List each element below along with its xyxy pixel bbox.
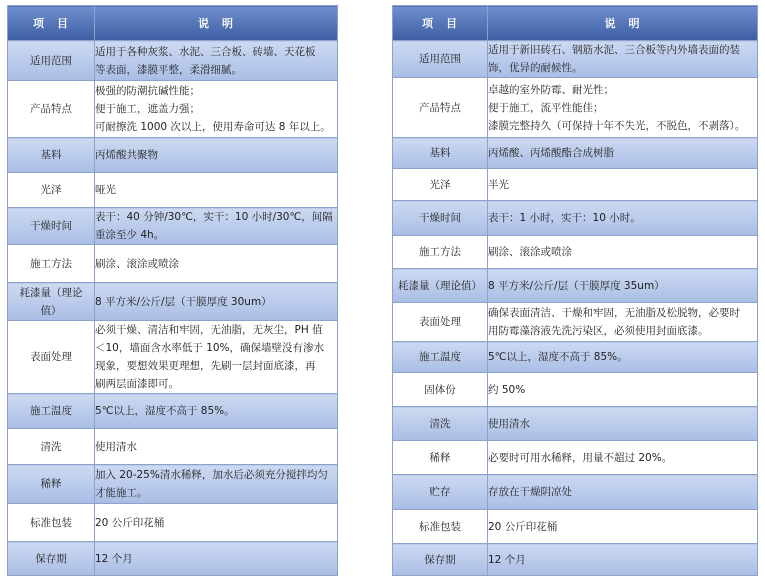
item-value-text: 便于施工，遮盖力强； xyxy=(95,103,200,115)
item-value-text: 漆膜完整持久（可保持十年不失光，不脱色，不剥落）。 xyxy=(488,119,746,132)
spec-row xyxy=(393,169,758,201)
item-label xyxy=(393,510,488,544)
spec-row xyxy=(393,407,758,441)
item-value-text: 丙烯酸共聚物 xyxy=(95,149,158,161)
item-value-text: 可耐擦洗 1000 次以上，使用寿命可达 8 年以上。 xyxy=(95,121,331,133)
item-label-text: 表面处理 xyxy=(419,316,461,328)
item-label-text: 施工温度 xyxy=(419,351,461,363)
item-label xyxy=(393,41,488,78)
item-label-text: 施工方法 xyxy=(419,246,461,258)
item-label xyxy=(8,173,95,208)
spec-row xyxy=(8,41,338,81)
item-value-text: 使用清水 xyxy=(95,440,137,453)
item-value xyxy=(488,269,758,303)
item-value-text: 表干：1 小时，实干：10 小时。 xyxy=(488,212,641,224)
spec-row xyxy=(393,544,758,576)
item-value xyxy=(488,544,758,576)
item-value xyxy=(95,394,338,429)
item-value xyxy=(488,407,758,441)
item-label-text: 保存期 xyxy=(35,552,67,565)
item-label-text: 值） xyxy=(40,304,62,317)
item-value-text: ＜10，墙面含水率低于 10%，确保墙壁没有渗水 xyxy=(95,342,325,354)
spec-row xyxy=(8,283,338,321)
item-value-text: 适用于新旧砖石、钢筋水泥、三合板等内外墙表面的装 xyxy=(488,44,740,56)
item-label-text: 固体份 xyxy=(424,383,456,396)
item-value-text: 才能施工。 xyxy=(95,487,148,499)
item-label-text: 产品特点 xyxy=(419,101,461,114)
item-label-text: 产品特点 xyxy=(30,103,72,115)
item-value-text: 加入 20-25%清水稀释，加水后必须充分搅拌均匀 xyxy=(95,469,328,481)
item-value-text: 刷两层面漆即可。 xyxy=(95,378,179,390)
item-label xyxy=(393,342,488,373)
item-label xyxy=(393,138,488,169)
item-label xyxy=(8,283,95,321)
item-value-text: 8 平方米/公斤/层（干膜厚度 30um） xyxy=(95,295,272,308)
item-value-text: 哑光 xyxy=(95,184,116,196)
spec-row xyxy=(393,236,758,269)
spec-row xyxy=(8,394,338,429)
item-label-text: 耗漆量（理论 xyxy=(19,286,83,299)
item-label-text: 施工方法 xyxy=(30,257,72,270)
item-value xyxy=(95,138,338,173)
item-label xyxy=(393,407,488,441)
item-label xyxy=(8,429,95,465)
item-value-text: 12 个月 xyxy=(95,552,133,565)
item-label-text: 干燥时间 xyxy=(419,212,461,224)
item-label-text: 清洗 xyxy=(40,440,62,453)
item-value-text: 卓越的室外防霉、耐光性； xyxy=(488,83,614,96)
spec-row xyxy=(8,245,338,283)
item-value-text: 刷涂、滚涂或喷涂 xyxy=(488,246,572,258)
spec-row xyxy=(8,542,338,576)
item-label-text: 干燥时间 xyxy=(30,220,72,232)
item-label-text: 光泽 xyxy=(40,184,62,196)
item-label-text: 表面处理 xyxy=(30,351,72,363)
item-label-text: 清洗 xyxy=(429,417,451,430)
item-label xyxy=(8,138,95,173)
item-value-text: 丙烯酸、丙烯酸酯合成树脂 xyxy=(488,147,614,159)
item-value xyxy=(95,81,338,138)
item-label xyxy=(393,78,488,138)
item-value xyxy=(488,441,758,475)
item-value-text: 表干：40 分钟/30℃，实干：10 小时/30℃，间隔 xyxy=(95,211,333,223)
item-value xyxy=(95,245,338,283)
item-label-text: 光泽 xyxy=(429,178,451,191)
item-label xyxy=(393,269,488,303)
item-label-text: 标准包装 xyxy=(30,516,72,529)
spec-row xyxy=(393,201,758,236)
spec-row xyxy=(8,465,338,504)
item-label xyxy=(8,41,95,81)
item-value-text: 约 50% xyxy=(488,383,526,396)
item-label xyxy=(393,475,488,510)
item-value-text: 等表面，漆膜平整，柔滑细腻。 xyxy=(95,63,242,76)
header-description: 说 明 xyxy=(95,6,338,41)
item-value xyxy=(488,475,758,510)
item-label xyxy=(393,544,488,576)
item-label-text: 保存期 xyxy=(424,553,456,566)
item-value-text: 存放在干燥阴凉处 xyxy=(488,486,572,498)
item-value xyxy=(95,504,338,542)
item-value-text: 刷涂、滚涂或喷涂 xyxy=(95,257,179,270)
spec-row xyxy=(8,321,338,394)
item-value-text: 饰，优异的耐候性。 xyxy=(488,62,583,74)
item-label xyxy=(8,81,95,138)
item-value-text: 用防霉藻溶液先洗污染区，必须使用封面底漆。 xyxy=(488,325,709,337)
item-label-text: 耗漆量（理论值） xyxy=(398,279,482,292)
item-value xyxy=(95,321,338,394)
item-value-text: 必要时可用水稀释，用量不超过 20%。 xyxy=(488,451,673,464)
item-value-text: 20 公斤印花桶 xyxy=(95,516,165,529)
item-value xyxy=(488,236,758,269)
header-row xyxy=(393,6,758,41)
item-label xyxy=(393,373,488,407)
item-label-text: 标准包装 xyxy=(419,520,461,533)
spec-row xyxy=(8,504,338,542)
spec-row xyxy=(393,41,758,78)
spec-row xyxy=(393,138,758,169)
item-value xyxy=(95,173,338,208)
item-value-text: 20 公斤印花桶 xyxy=(488,520,558,533)
item-value xyxy=(95,429,338,465)
item-label xyxy=(8,542,95,576)
item-value xyxy=(95,283,338,321)
item-value xyxy=(95,41,338,81)
item-value xyxy=(488,41,758,78)
spec-row xyxy=(393,441,758,475)
item-value-text: 必须干燥、清洁和牢固，无油脂，无灰尘，PH 值 xyxy=(95,324,323,336)
item-label xyxy=(8,245,95,283)
item-label-text: 施工温度 xyxy=(30,405,72,417)
item-label xyxy=(393,201,488,236)
spec-row xyxy=(393,303,758,342)
spec-row xyxy=(393,269,758,303)
item-value xyxy=(488,373,758,407)
header-item: 项 目 xyxy=(8,6,95,41)
item-value-text: 半光 xyxy=(488,178,509,191)
item-label-text: 稀释 xyxy=(40,478,62,490)
item-label xyxy=(8,321,95,394)
spec-row xyxy=(8,81,338,138)
item-value xyxy=(488,303,758,342)
item-value-text: 使用清水 xyxy=(488,417,530,430)
spec-row xyxy=(393,510,758,544)
item-label-text: 稀释 xyxy=(429,451,451,464)
item-label xyxy=(393,169,488,201)
item-value xyxy=(95,465,338,504)
item-value-text: 适用于各种灰浆、水泥、三合板、砖墙、天花板 xyxy=(95,45,316,58)
item-value xyxy=(488,510,758,544)
item-label-text: 基料 xyxy=(40,149,62,161)
item-value-text: 12 个月 xyxy=(488,553,526,566)
item-value xyxy=(488,169,758,201)
item-label-text: 适用范围 xyxy=(419,53,461,65)
header-item: 项 目 xyxy=(393,6,488,41)
spec-row xyxy=(393,475,758,510)
item-value-text: 极强的防潮抗碱性能； xyxy=(95,85,200,97)
item-label xyxy=(8,394,95,429)
spec-row xyxy=(8,208,338,245)
item-label xyxy=(393,441,488,475)
product-spec-table-left xyxy=(7,5,338,576)
item-value-text: 确保表面清洁、干燥和牢固，无油脂及松脱物，必要时 xyxy=(488,307,740,319)
item-value xyxy=(488,138,758,169)
spec-row xyxy=(8,138,338,173)
spec-row xyxy=(8,429,338,465)
spec-row xyxy=(393,342,758,373)
item-value-text: 5℃以上，湿度不高于 85%。 xyxy=(488,351,628,363)
item-value-text: 5℃以上，湿度不高于 85%。 xyxy=(95,405,235,417)
item-value xyxy=(488,78,758,138)
item-label xyxy=(393,303,488,342)
spec-row xyxy=(393,78,758,138)
item-value xyxy=(95,542,338,576)
item-value xyxy=(488,342,758,373)
item-value-text: 8 平方米/公斤/层（干膜厚度 35um） xyxy=(488,279,665,292)
item-label-text: 贮存 xyxy=(429,486,451,498)
item-label xyxy=(8,465,95,504)
item-value-text: 便于施工，流平性能佳； xyxy=(488,101,604,114)
item-value-text: 现象，要想效果更理想，先刷一层封面底漆，再 xyxy=(95,360,316,372)
item-label-text: 基料 xyxy=(429,147,451,159)
item-value xyxy=(95,208,338,245)
item-label xyxy=(8,208,95,245)
item-value xyxy=(488,201,758,236)
spec-row xyxy=(8,173,338,208)
header-description: 说 明 xyxy=(488,6,758,41)
product-spec-table-right xyxy=(392,5,758,576)
spec-row xyxy=(393,373,758,407)
header-row xyxy=(8,6,338,41)
item-label xyxy=(393,236,488,269)
item-label xyxy=(8,504,95,542)
item-label-text: 适用范围 xyxy=(30,54,72,67)
item-value-text: 重涂至少 4h。 xyxy=(95,229,165,241)
